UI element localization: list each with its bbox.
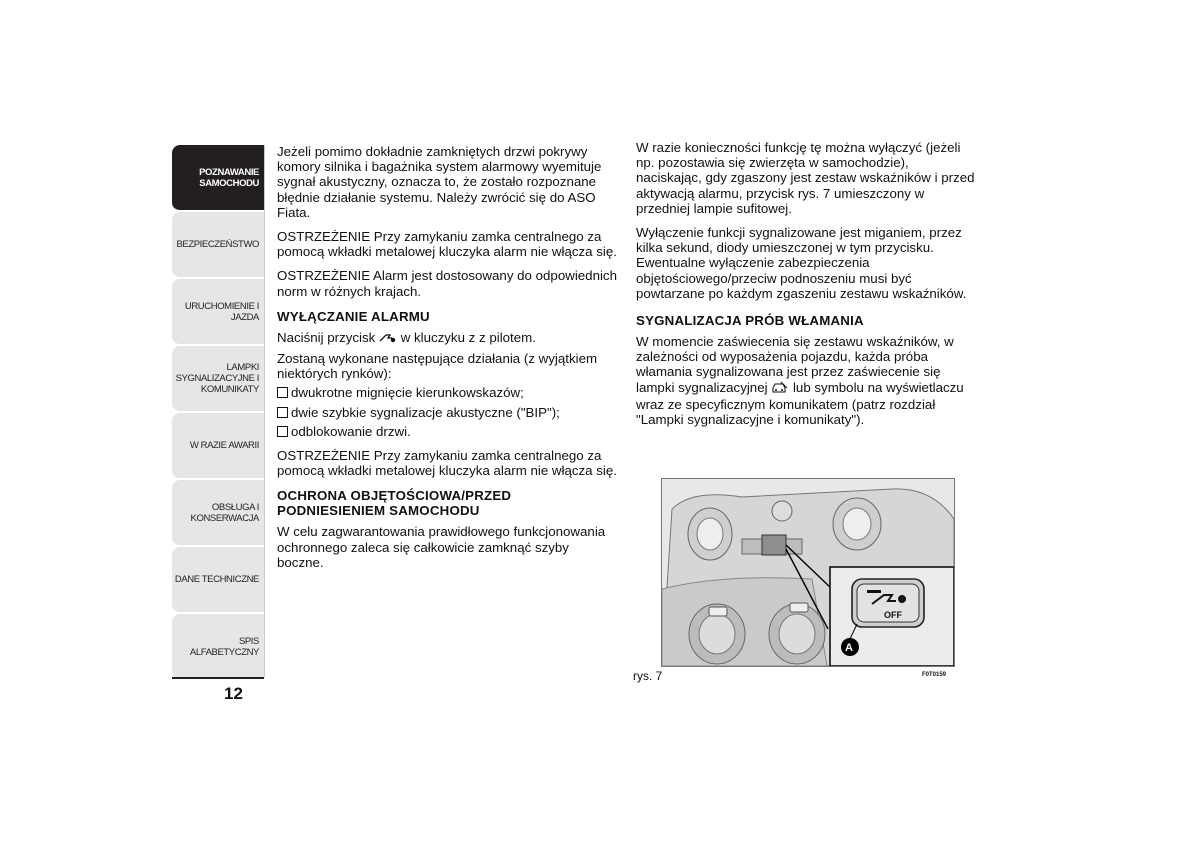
paragraph: Jeżeli pomimo dokładnie zamkniętych drzwi pokrywy komory silnika i bagażnika system alarmowy wyemituje sygnał akustyczny, oznacza to, że zostało rozpoznane błędnie działanie systemu. Należy zwrócić się do ASO Fiata. xyxy=(277,144,602,220)
tab-obsluga-i-konserwacja[interactable]: OBSŁUGA I KONSERWACJA xyxy=(172,480,264,546)
list-item xyxy=(277,385,617,400)
paragraph xyxy=(277,330,617,347)
figure-caption: rys. 7 xyxy=(633,669,663,683)
section-heading: SYGNALIZACJA PRÓB WŁAMANIA xyxy=(636,313,864,329)
warning-paragraph: OSTRZEŻENIE Alarm jest dostosowany do odpowiednich norm w różnych krajach. xyxy=(277,268,617,299)
list-item xyxy=(277,424,617,439)
callout-letter: A xyxy=(845,642,853,654)
tab-uruchomienie-i-jazda[interactable]: URUCHOMIENIE I JAZDA xyxy=(172,279,264,345)
chapter-tabs xyxy=(172,145,264,681)
checkbox-bullet-icon xyxy=(277,426,288,437)
ceiling-lamp-illustration xyxy=(661,478,955,667)
section-heading: OCHRONA OBJĘTOŚCIOWA/PRZED PODNIESIENIEM SAMOCHODU xyxy=(277,488,512,519)
tab-spis-alfabetyczny[interactable]: SPIS ALFABETYCZNY xyxy=(172,614,264,680)
list-item-text: odblokowanie drzwi. xyxy=(291,423,411,439)
tab-bezpieczenstwo[interactable]: BEZPIECZEŃSTWO xyxy=(172,212,264,278)
paragraph: Wyłączenie funkcji sygnalizowane jest miganiem, przez kilka sekund, diody umieszczonej w tym przycisku. Ewentualne wyłączenie zabezpieczenia objętościowego/przeciw podnoszeniu musi być powtarzane po każdym zgaszeniu zestawu wskaźników. xyxy=(636,225,967,301)
checkbox-bullet-icon xyxy=(277,407,288,418)
text: W momencie zaświecenia się zestawu wskaźników, w zależności od wyposażenia pojazdu, każda próba włamania sygnalizowana jest przez zaświecenie się lampki sygnalizacyjnej xyxy=(636,334,954,395)
tab-lampki-sygnalizacyjne[interactable]: LAMPKI SYGNALIZACYJNE I KOMUNIKATY xyxy=(172,346,264,412)
key-unlock-icon xyxy=(379,332,397,347)
right-column xyxy=(636,140,978,436)
tab-w-razie-awarii[interactable]: W RAZIE AWARII xyxy=(172,413,264,479)
figure-code: F0T0159 xyxy=(922,672,947,678)
left-column xyxy=(277,144,617,579)
tab-dane-techniczne[interactable]: DANE TECHNICZNE xyxy=(172,547,264,613)
checkbox-bullet-icon xyxy=(277,387,288,398)
car-alarm-warning-icon xyxy=(771,381,789,397)
list-item-text: dwie szybkie sygnalizacje akustyczne ("BIP"); xyxy=(291,404,560,420)
text: Naciśnij przycisk xyxy=(277,329,376,345)
sidebar-divider xyxy=(264,145,265,677)
paragraph xyxy=(636,334,978,427)
list-item xyxy=(277,405,617,420)
text: lub symbolu na wyświetlaczu wraz ze specyficznym komunikatem (patrz rozdział "Lampki sygnalizacyjne i komunikaty"). xyxy=(636,379,964,428)
paragraph: W razie konieczności funkcję tę można wyłączyć (jeżeli np. pozostawia się zwierzęta w samochodzie), naciskając, gdy zgaszony jest zestaw wskaźników i przed aktywacją alarmu, przycisk rys. 7 umieszczony w przedniej lampie sufitowej. xyxy=(636,140,975,216)
warning-paragraph: OSTRZEŻENIE Przy zamykaniu zamka centralnego za pomocą wkładki metalowej kluczyka alarm nie włącza się. xyxy=(277,229,617,260)
section-heading: WYŁĄCZANIE ALARMU xyxy=(277,308,430,324)
list-item-text: dwukrotne mignięcie kierunkowskazów; xyxy=(291,385,524,401)
tab-poznawanie-samochodu[interactable]: POZNAWANIE SAMOCHODU xyxy=(172,145,264,211)
paragraph: Zostaną wykonane następujące działania (z wyjątkiem niektórych rynków): xyxy=(277,351,598,382)
text: w kluczyku z z pilotem. xyxy=(400,329,536,345)
footer-rule xyxy=(172,677,264,679)
warning-paragraph: OSTRZEŻENIE Przy zamykaniu zamka centralnego za pomocą wkładki metalowej kluczyka alarm nie włącza się. xyxy=(277,448,617,479)
paragraph: W celu zagwarantowania prawidłowego funkcjonowania ochronnego zaleca się całkowicie zamknąć szyby boczne. xyxy=(277,524,606,570)
off-label: OFF xyxy=(884,610,902,620)
page-number: 12 xyxy=(224,684,243,703)
